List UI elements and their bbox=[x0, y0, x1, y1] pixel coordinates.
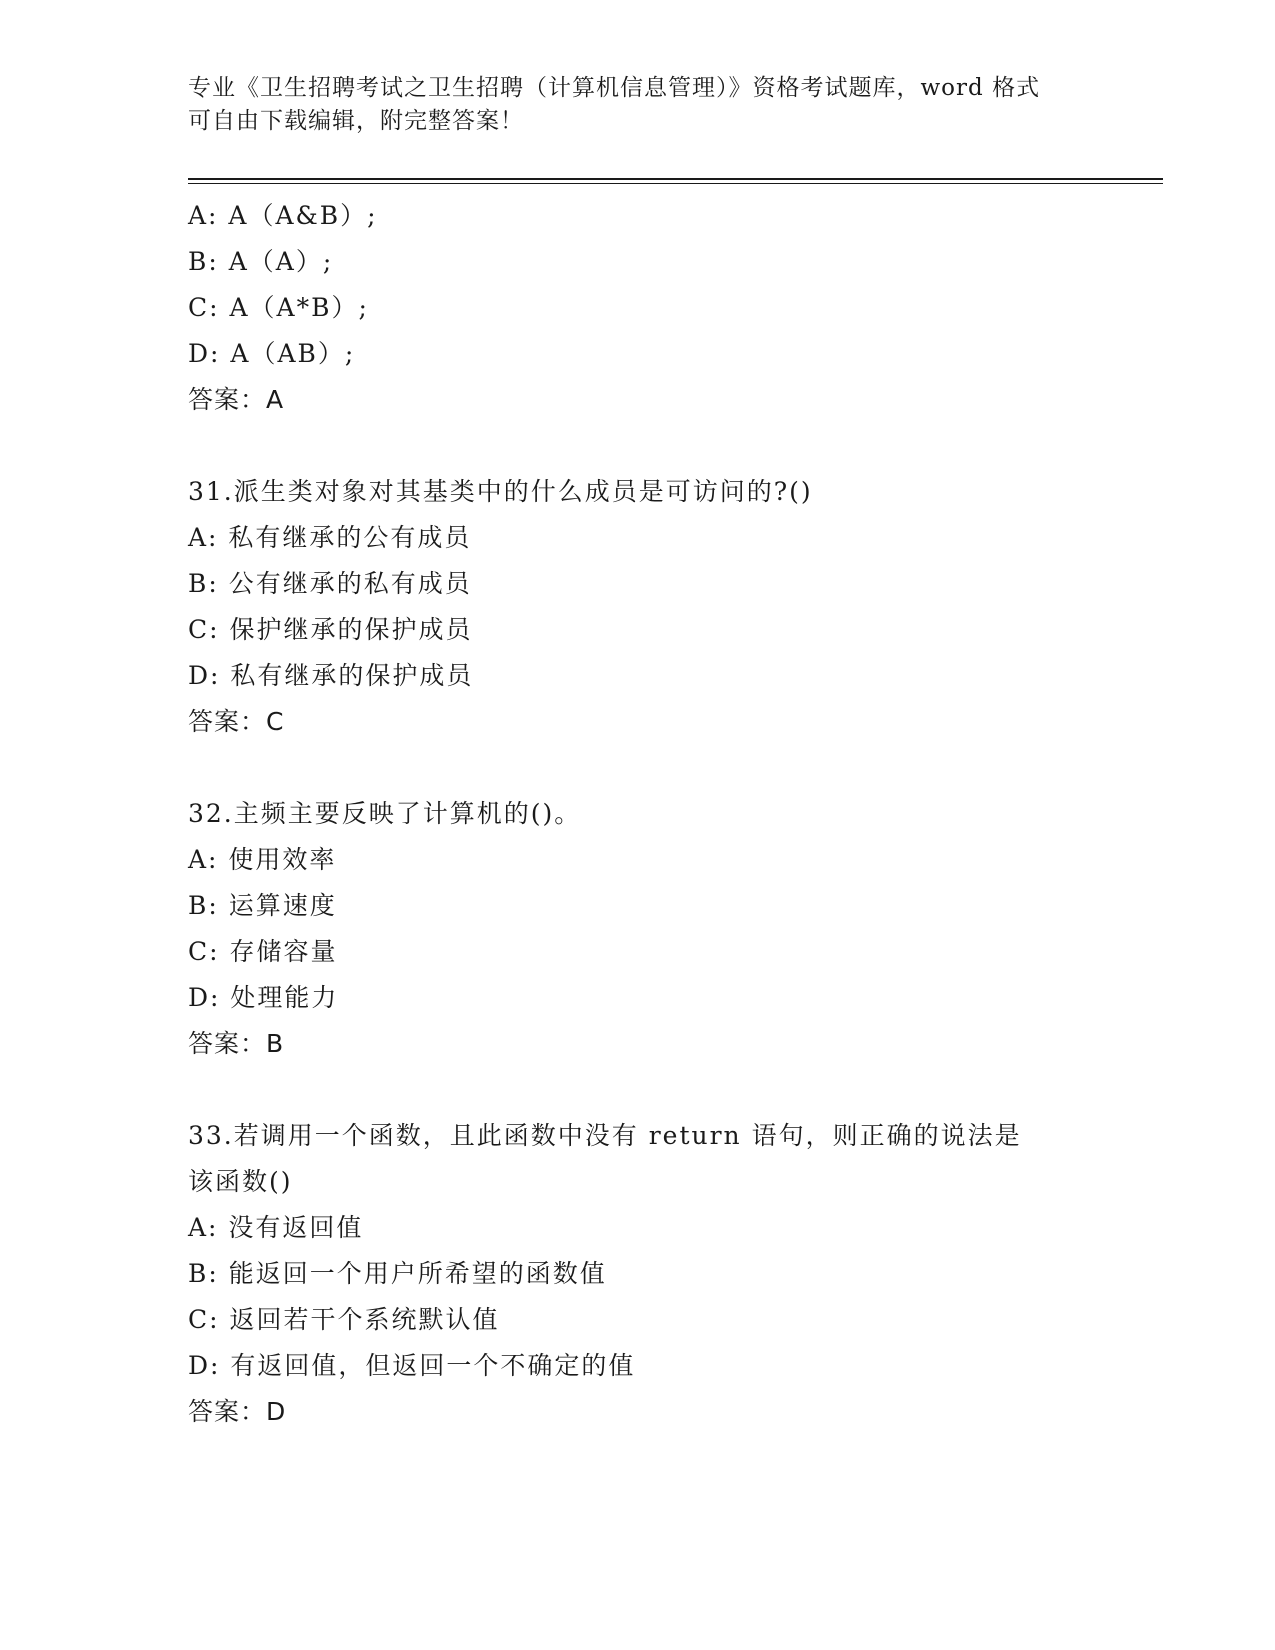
option-d: D: 有返回值，但返回一个不确定的值 bbox=[188, 1351, 636, 1380]
question-block-31 bbox=[188, 469, 1088, 745]
header-line-1: 专业《卫生招聘考试之卫生招聘（计算机信息管理）》资格考试题库，word 格式 bbox=[188, 75, 1041, 101]
answer-line: 答案：C bbox=[188, 707, 285, 736]
header-rule-thin bbox=[188, 183, 1163, 184]
option-a: A: 使用效率 bbox=[188, 845, 337, 874]
question-block-30 bbox=[188, 193, 1088, 423]
option-a: A: A（A&B）; bbox=[188, 201, 378, 230]
option-b: B: A（A）; bbox=[188, 247, 334, 276]
header-line-2: 可自由下载编辑，附完整答案！ bbox=[188, 108, 524, 134]
question-text: 32.主频主要反映了计算机的()。 bbox=[188, 799, 582, 828]
question-block-32 bbox=[188, 791, 1088, 1067]
option-c: C: 返回若干个系统默认值 bbox=[188, 1305, 500, 1334]
option-a: A: 没有返回值 bbox=[188, 1213, 364, 1242]
option-d: D: A（AB）; bbox=[188, 339, 356, 368]
option-a: A: 私有继承的公有成员 bbox=[188, 523, 472, 552]
option-c: C: 保护继承的保护成员 bbox=[188, 615, 473, 644]
question-block-33 bbox=[188, 1113, 1088, 1435]
question-list bbox=[188, 193, 1088, 1435]
answer-line: 答案：D bbox=[188, 1397, 287, 1426]
answer-line: 答案：A bbox=[188, 385, 285, 414]
question-text-line-1: 33.若调用一个函数，且此函数中没有 return 语句，则正确的说法是 bbox=[188, 1121, 1022, 1150]
question-text-line-2: 该函数() bbox=[188, 1167, 293, 1196]
option-d: D: 私有继承的保护成员 bbox=[188, 661, 474, 690]
option-c: C: A（A*B）; bbox=[188, 293, 369, 322]
spacer bbox=[188, 423, 1088, 469]
option-b: B: 能返回一个用户所希望的函数值 bbox=[188, 1259, 607, 1288]
spacer bbox=[188, 1067, 1088, 1113]
option-d: D: 处理能力 bbox=[188, 983, 339, 1012]
option-b: B: 运算速度 bbox=[188, 891, 337, 920]
document-header bbox=[188, 72, 1088, 138]
spacer bbox=[188, 745, 1088, 791]
question-text: 31.派生类对象对其基类中的什么成员是可访问的?() bbox=[188, 477, 813, 506]
option-c: C: 存储容量 bbox=[188, 937, 338, 966]
option-b: B: 公有继承的私有成员 bbox=[188, 569, 472, 598]
answer-line: 答案：B bbox=[188, 1029, 285, 1058]
header-rule-thick bbox=[188, 178, 1163, 180]
